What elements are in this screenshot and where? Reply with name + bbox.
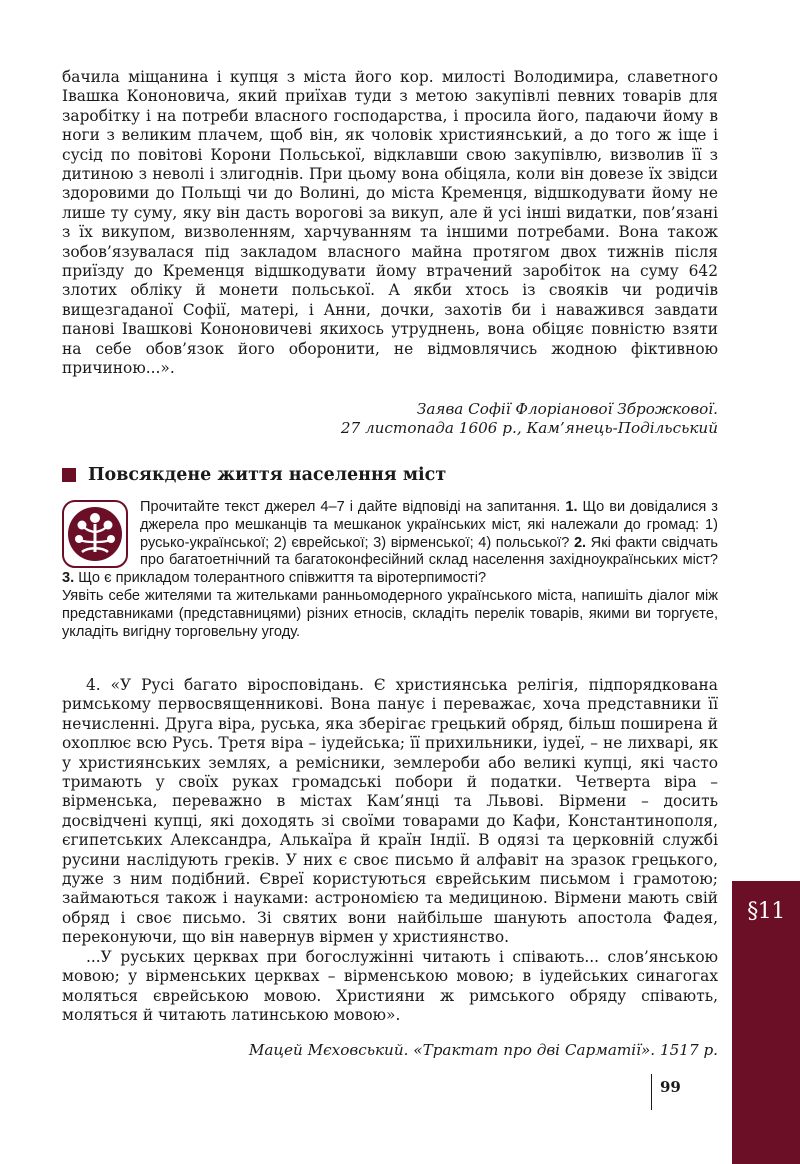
- task-text: Прочитайте текст джерел 4–7 і дайте відповіді на запитання. 1. Що ви довідалися з джерела про мешканців та мешканок українських міст, які належали до громад: 1) русько-української; 2) єврейської; 3) вірменської; 4) польської? 2. Які факти свідчать про багатоетнічний та багатоконфесійний склад населення західноукраїнських міст? 3. Що є прикладом толерантного співжиття та віротерпимості?: [62, 499, 718, 587]
- intro-source-text: бачила міщанина і купця з міста його кор. милості Володимира, славетного Івашка Кононовича, який приїхав туди з метою закупівлі певних товарів для заробітку і на потреби власного господарства, і просила його, падаючи йому в ноги з великим плачем, щоб він, як чоловік християнський, а до того ж іще і сусід по повітові Корони Польської, відклавши свою закупівлю, визволив її з дитиною з неволі і злигоднів. При цьому вона обіцяла, коли він довезе їх звідси здоровими до Польщі чи до Волині, до міста Кременця, відшкодувати йому не лише ту суму, яку він дасть ворогові за викуп, але й усі інші видатки, пов’язані з їх викупом, визволенням, харчуванням та іншими потребами. Вона також зобов’язувалася під закладом власного майна протягом двох тижнів після приїзду до Кременця відшкодувати йому втрачений заробіток на суму 642 злотих обліку й монети польської. А якби хтось із свояків чи родичів вищезгаданої Софії, матері, і Анни, дочки, захотів би і наважився завдати панові Івашкові Кононовичеві якихось утруднень, вона обіцяє повністю взяти на себе обов’язок його оборонити, не відмовлячись жодною фіктивною причиною...».: [62, 68, 718, 378]
- tree-in-circle-icon: [62, 500, 128, 568]
- signature-line-2: 27 листопада 1606 р., Кам’янець-Подільський: [340, 419, 718, 438]
- intro-source-signature: [62, 400, 718, 439]
- page-number-box: [651, 1074, 712, 1110]
- paragraph-side-tab: [732, 881, 800, 1164]
- task-extra-assignment: Уявіть себе жителями та жительками ранньомодерного українського міста, напишіть діалог між представниками (представницями) різних етносів, складіть перелік товарів, якими ви торгуєте, укладіть вигідну торговельну угоду.: [62, 587, 718, 640]
- source-4-paragraph-2: ...У руських церквах при богослужінні читають і співають... слов’янською мовою; у вірменських церквах – вірменською мовою; в іудейських синагогах моляться єврейською мовою. Християни ж римського обряду співають, моляться й читають латинською мовою».: [62, 947, 718, 1024]
- question-number-2: 2.: [573, 534, 587, 551]
- signature-line-1: Заява Софії Флоріанової Зброжкової.: [416, 400, 718, 418]
- source-4-signature: Мацей Мєховський. «Трактат про дві Сарматії». 1517 р.: [248, 1041, 718, 1059]
- task-block: [62, 499, 718, 641]
- heading-square-marker: [62, 468, 76, 482]
- question-number-3: 3.: [62, 570, 75, 587]
- source-number: 4.: [86, 676, 101, 694]
- section-title: Повсякдене життя населення міст: [88, 465, 447, 485]
- source-4-text: [62, 676, 718, 1025]
- page-number: 99: [660, 1078, 681, 1096]
- source-4-paragraph-1: 4. «У Русі багато віросповідань. Є християнська релігія, підпорядкована римському первосвященникові. Вона панує і переважає, хоча представники її нечисленні. Друга віра, руська, яка зберігає грецький обряд, більш поширена й охоплює всю Русь. Третя віра – іудейська; її прихильники, іудеї, – не лихварі, як у християнських землях, а ремісники, землероби або великі купці, які часто тримають у своїх руках громадські побори й податки. Четверта віра – вірменська, переважно в містах Кам’янці та Львові. Вірмени – досить досвідчені купці, які доходять зі своїми товарами до Кафи, Константинополя, єгипетських Александра, Алькаїра й країн Індії. В одязі та церковній службі русини наслідують греків. У них є своє письмо й алфавіт на зразок грецького, дуже з ним подібний. Євреї користуються єврейським письмом і грамотою; займаються також і науками: астрономією та медициною. Вірмени мають свій обряд і своє письмо. Зі святих вони найбільше шанують апостола Фадея, переконуючи, що він навернув вірмен у християнство.: [62, 676, 718, 947]
- side-tab-label: §11: [747, 899, 785, 924]
- section-heading: [62, 462, 718, 488]
- question-number-1: 1.: [565, 499, 578, 515]
